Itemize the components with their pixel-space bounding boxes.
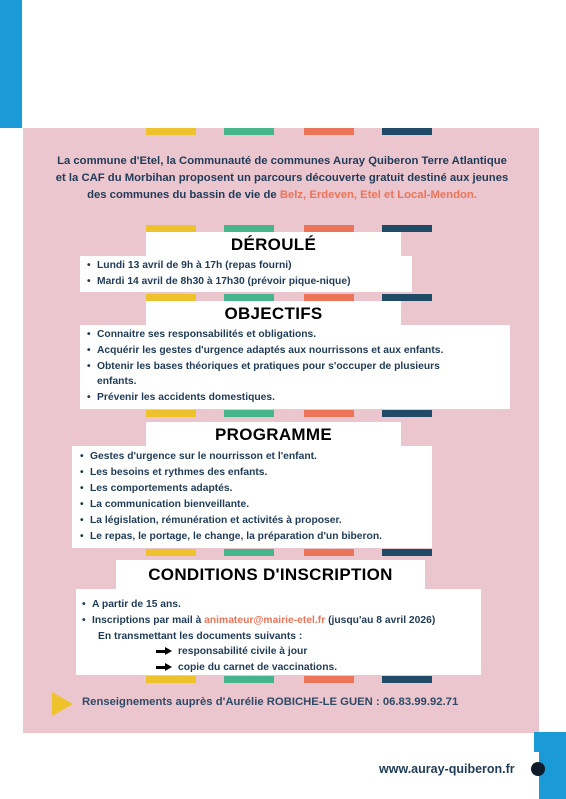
- intro-line-prefix: des communes du bassin de vie de: [87, 189, 280, 201]
- list-item: • Les comportements adaptés.: [80, 483, 233, 494]
- color-stripes: [146, 549, 431, 556]
- color-stripes: [146, 676, 431, 683]
- color-stripes: [146, 294, 431, 301]
- list-item: • Lundi 13 avril de 9h à 17h (repas fourni): [87, 260, 292, 271]
- website-link[interactable]: www.auray-quiberon.fr: [379, 762, 515, 776]
- list-item-continuation: enfants.: [97, 376, 137, 387]
- list-item: • Gestes d'urgence sur le nourrisson et l'enfant.: [80, 451, 317, 462]
- conditions-title: CONDITIONS D'INSCRIPTION: [116, 560, 425, 590]
- list-item: • Les besoins et rythmes des enfants.: [80, 467, 268, 478]
- play-triangle-icon: [52, 692, 73, 716]
- list-item: • La législation, rémunération et activités à proposer.: [80, 515, 342, 526]
- list-item: • Prévenir les accidents domestiques.: [87, 392, 275, 403]
- intro-line: [38, 187, 526, 204]
- email-link[interactable]: animateur@mairie-etel.fr: [204, 615, 326, 626]
- objectifs-title: OBJECTIFS: [146, 301, 401, 327]
- color-stripes: [146, 128, 431, 135]
- list-item-inscription: • Inscriptions par mail à animateur@mairie-etel.fr (jusqu'au 8 avril 2026): [82, 615, 436, 626]
- programme-title: PROGRAMME: [146, 422, 401, 448]
- deroule-title: DÉROULÉ: [146, 232, 401, 258]
- list-item: • Obtenir les bases théoriques et pratiques pour s'occuper de plusieurs: [87, 361, 440, 372]
- list-item: • Mardi 14 avril de 8h30 à 17h30 (prévoir pique-nique): [87, 276, 351, 287]
- arrow-right-icon: [156, 647, 172, 655]
- arrow-right-icon: [156, 663, 172, 671]
- list-item: • Connaitre ses responsabilités et obligations.: [87, 329, 317, 340]
- intro-line: La commune d'Etel, la Communauté de communes Auray Quiberon Terre Atlantique: [57, 155, 507, 167]
- list-item: • La communication bienveillante.: [80, 499, 250, 510]
- documents-intro: En transmettant les documents suivants :: [98, 631, 303, 642]
- intro-highlight-communes: Belz, Erdeven, Etel et Local-Mendon.: [279, 189, 477, 201]
- list-item: • Le repas, le portage, le change, la préparation d'un biberon.: [80, 531, 382, 542]
- document-item: copie du carnet de vaccinations.: [156, 661, 337, 675]
- blue-accent-bar-top: [0, 0, 22, 128]
- list-item: • A partir de 15 ans.: [82, 599, 181, 610]
- document-item: responsabilité civile à jour: [156, 645, 307, 659]
- intro-line: et la CAF du Morbihan proposent un parcours découverte gratuit destiné aux jeunes: [55, 172, 509, 184]
- contact-info: Renseignements auprès d'Aurélie ROBICHE-LE GUEN : 06.83.99.92.71: [82, 696, 459, 708]
- dot-icon: [531, 762, 545, 776]
- intro-paragraph: [38, 153, 526, 204]
- color-stripes: [146, 410, 431, 417]
- color-stripes: [146, 225, 431, 232]
- list-item: • Acquérir les gestes d'urgence adaptés aux nourrissons et aux enfants.: [87, 345, 444, 356]
